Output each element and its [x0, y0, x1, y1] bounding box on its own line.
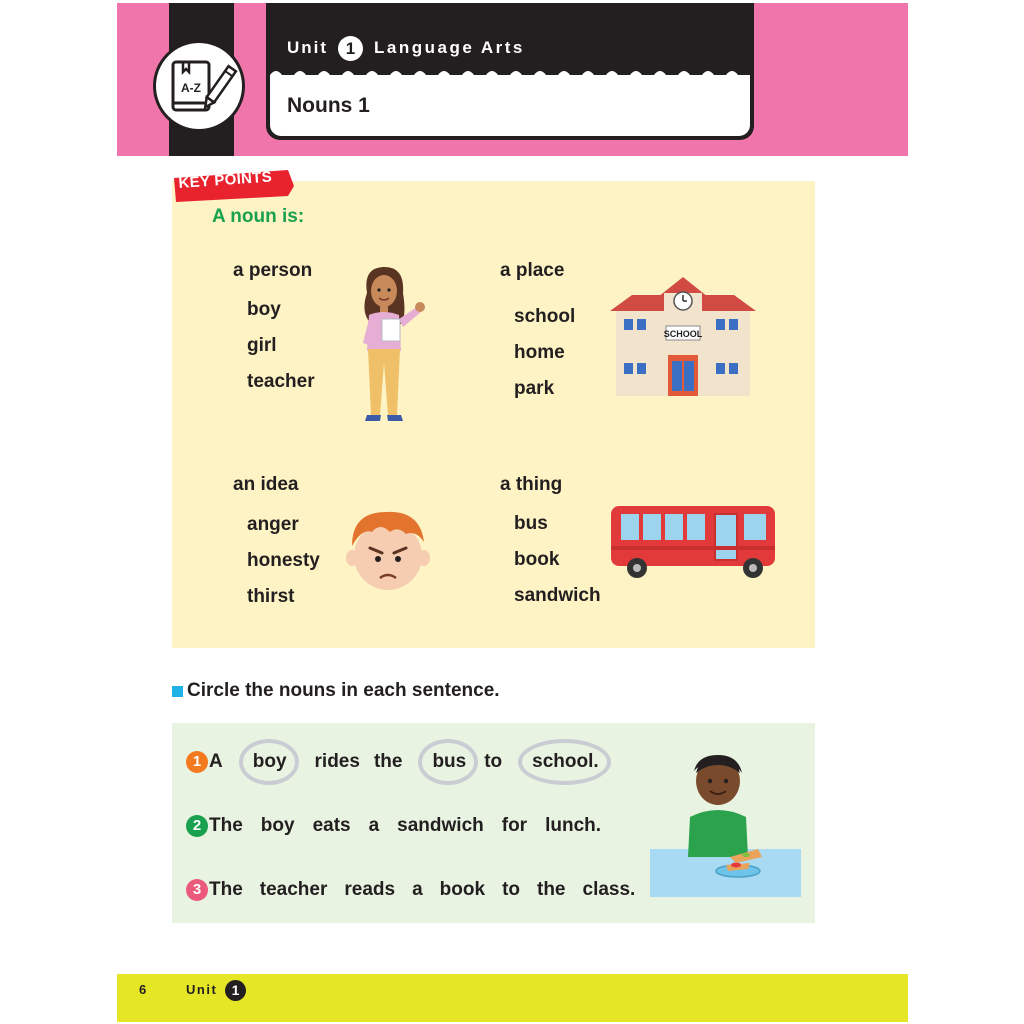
- footer-unit-number-badge: 1: [225, 980, 246, 1001]
- word-list-place: [514, 299, 575, 407]
- noun-example: park: [514, 378, 555, 399]
- unit-label: Unit: [287, 38, 329, 57]
- unit-banner: [266, 3, 754, 140]
- sentence-word[interactable]: The: [209, 879, 243, 900]
- school-sign-text: SCHOOL: [663, 329, 703, 339]
- sentence-word[interactable]: a: [368, 815, 380, 836]
- sentence-word[interactable]: teacher: [259, 879, 328, 900]
- sentence-word-circled[interactable]: school.: [532, 751, 599, 772]
- teacher-illustration: [355, 263, 435, 428]
- noun-example: girl: [247, 335, 277, 356]
- emblem-text: A-Z: [181, 81, 201, 95]
- sentence-word[interactable]: book: [439, 879, 486, 900]
- sentence-word[interactable]: lunch.: [545, 815, 602, 836]
- sentence-word[interactable]: to: [502, 879, 520, 900]
- sentence-word[interactable]: the: [373, 751, 403, 772]
- noun-example: teacher: [247, 371, 315, 392]
- noun-example: home: [514, 342, 565, 363]
- lesson-title: Nouns 1: [287, 94, 370, 117]
- bus-illustration: [609, 502, 779, 582]
- noun-example: book: [514, 549, 560, 570]
- sentence-word[interactable]: rides: [314, 751, 360, 772]
- subject-label: Language Arts: [374, 38, 525, 57]
- sentence-number-3: 3: [186, 879, 208, 901]
- key-points-label: KEY POINTS: [178, 168, 273, 192]
- noun-example: thirst: [247, 586, 295, 607]
- sentence-word[interactable]: class.: [582, 879, 636, 900]
- sentence-word[interactable]: a: [412, 879, 423, 900]
- sentence-word[interactable]: reads: [344, 879, 396, 900]
- unit-emblem: [153, 40, 245, 132]
- sentence-2: [186, 815, 615, 837]
- sentence-word[interactable]: boy: [260, 815, 295, 836]
- noun-example: honesty: [247, 550, 320, 571]
- sentence-word[interactable]: the: [537, 879, 566, 900]
- word-list-idea: [247, 507, 320, 615]
- unit-number-badge: 1: [338, 36, 363, 61]
- noun-example: bus: [514, 513, 548, 534]
- exercise-instruction: Circle the nouns in each sentence.: [187, 680, 500, 701]
- category-heading-thing: a thing: [500, 474, 563, 495]
- instruction-bullet: [172, 686, 183, 697]
- sentence-word[interactable]: to: [484, 751, 503, 772]
- footer-unit-label: Unit: [186, 982, 218, 997]
- sentence-word[interactable]: eats: [312, 815, 351, 836]
- sentence-3: [186, 879, 649, 901]
- sentence-word[interactable]: A: [209, 751, 223, 772]
- category-heading-place: a place: [500, 260, 565, 281]
- sentence-word-circled[interactable]: boy: [252, 751, 287, 772]
- noun-example: school: [514, 306, 576, 327]
- word-list-thing: [514, 506, 601, 614]
- boy-eating-illustration: [650, 745, 801, 897]
- noun-intro: A noun is:: [212, 206, 305, 227]
- noun-example: anger: [247, 514, 299, 535]
- book-pencil-icon: [156, 43, 242, 129]
- school-illustration: [608, 275, 758, 401]
- noun-example: sandwich: [514, 585, 601, 606]
- noun-example: boy: [247, 299, 281, 320]
- angry-boy-illustration: [346, 508, 430, 592]
- sentence-word-circled[interactable]: bus: [432, 751, 467, 772]
- sentence-word[interactable]: The: [209, 815, 243, 836]
- page-number: 6: [139, 982, 147, 997]
- sentence-1: [186, 751, 613, 773]
- category-heading-idea: an idea: [233, 474, 299, 495]
- sentence-word[interactable]: for: [501, 815, 528, 836]
- sentence-number-2: 2: [186, 815, 208, 837]
- category-heading-person: a person: [233, 260, 313, 281]
- sentence-number-1: 1: [186, 751, 208, 773]
- word-list-person: [247, 292, 315, 400]
- sentence-word[interactable]: sandwich: [397, 815, 484, 836]
